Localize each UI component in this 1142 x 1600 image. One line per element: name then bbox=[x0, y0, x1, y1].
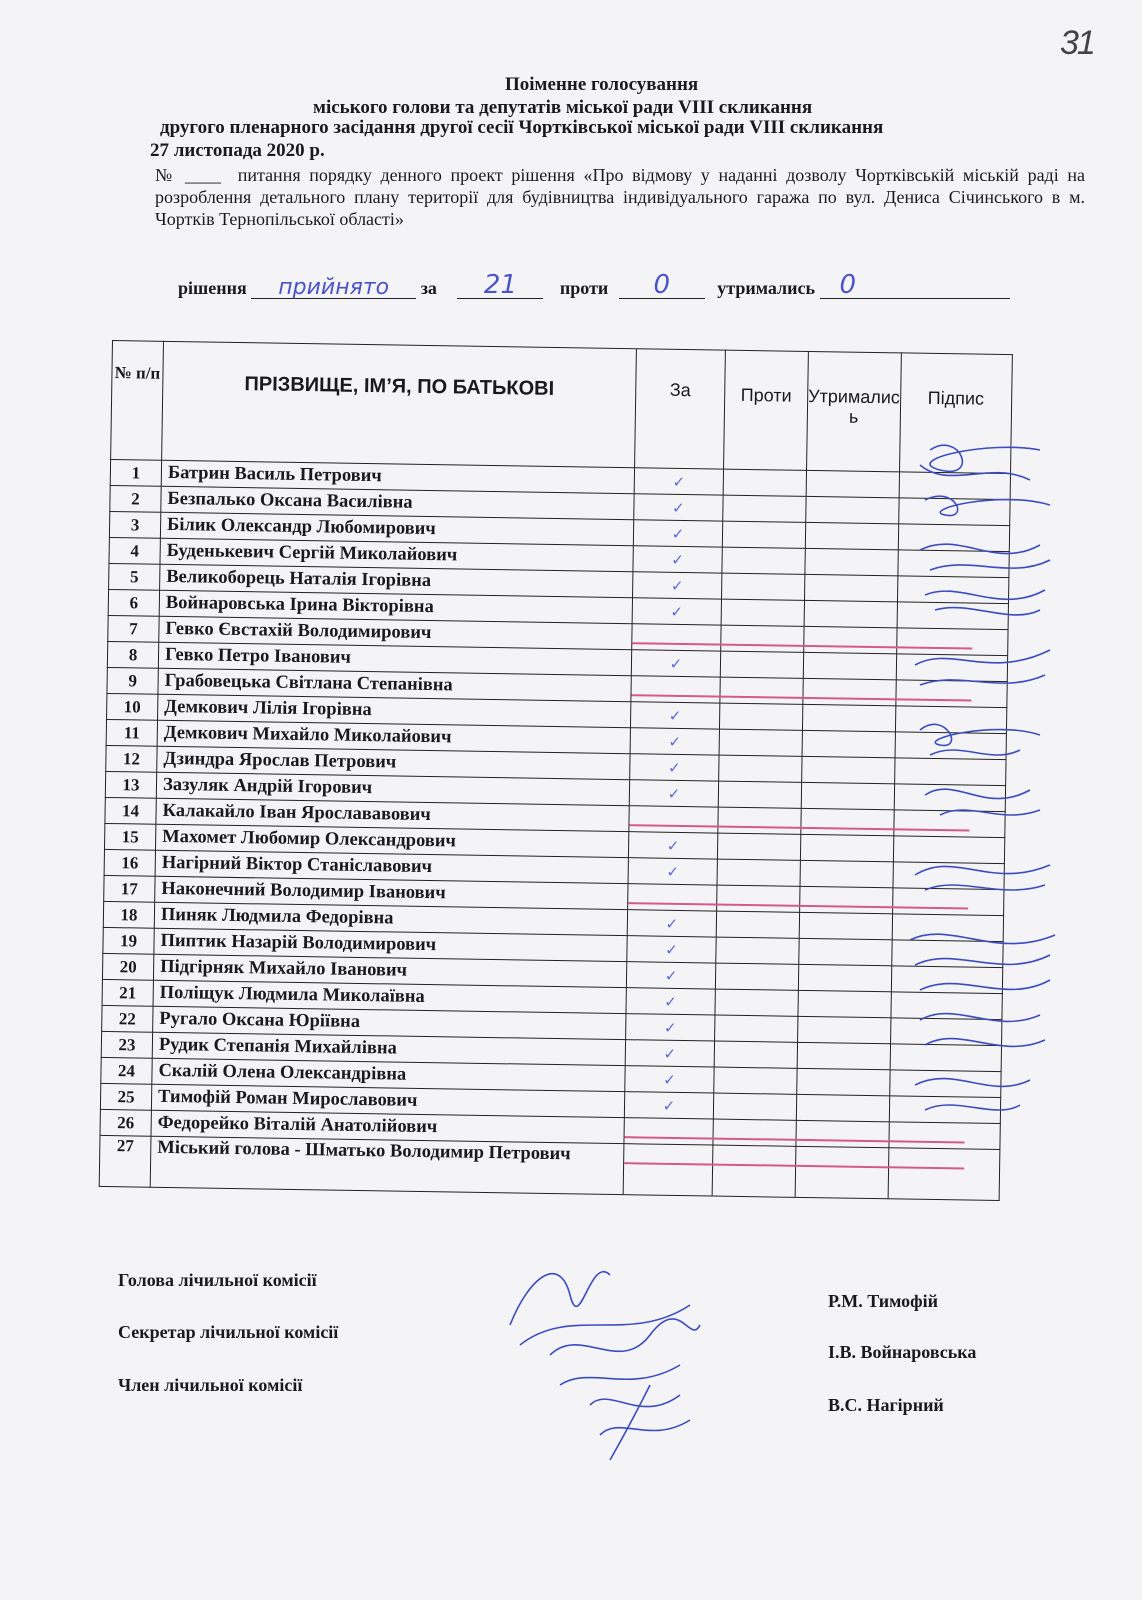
check-mark-icon: ✓ bbox=[664, 966, 678, 985]
row-number: 8 bbox=[107, 641, 158, 668]
check-mark-icon: ✓ bbox=[669, 654, 683, 673]
vote-for-cell bbox=[633, 546, 722, 573]
check-mark-icon: ✓ bbox=[667, 758, 681, 777]
against-label: проти bbox=[559, 278, 609, 298]
vote-abstained-cell bbox=[806, 496, 899, 523]
deputy-name: Скалій Олена Олександрівна bbox=[152, 1058, 625, 1091]
vote-against-cell bbox=[722, 573, 805, 600]
deputy-name: Рудик Степанія Михайлівна bbox=[152, 1032, 625, 1065]
abstained-label: утримались bbox=[717, 278, 815, 298]
vote-against-cell bbox=[717, 833, 800, 860]
vote-against-cell bbox=[717, 885, 800, 912]
vote-against-cell bbox=[717, 859, 800, 886]
for-count: 21 bbox=[483, 270, 517, 300]
vote-against-cell bbox=[718, 807, 801, 834]
vote-abstained-cell bbox=[805, 522, 898, 549]
vote-against-cell bbox=[716, 937, 799, 964]
table-header-row bbox=[111, 341, 1012, 474]
vote-table bbox=[99, 340, 1013, 1201]
commission-chair-role: Голова лічильної комісії bbox=[118, 1270, 317, 1290]
commission-signatures bbox=[490, 1235, 720, 1465]
row-number: 13 bbox=[105, 771, 156, 798]
vote-against-cell bbox=[720, 677, 803, 704]
commission-secretary-name: І.В. Войнаровська bbox=[828, 1342, 977, 1362]
deputy-name: Тимофій Роман Мирославович bbox=[151, 1084, 624, 1117]
vote-against-cell bbox=[722, 521, 805, 548]
vote-against-cell bbox=[723, 469, 806, 496]
vote-abstained-cell bbox=[804, 574, 897, 601]
row-number: 22 bbox=[102, 1005, 153, 1032]
row-number: 10 bbox=[107, 693, 158, 720]
row-number: 17 bbox=[104, 875, 155, 902]
vote-against-cell bbox=[714, 1041, 797, 1068]
row-number: 3 bbox=[109, 511, 160, 538]
vote-abstained-cell bbox=[804, 626, 897, 653]
header-num: № п/п bbox=[111, 341, 164, 461]
check-mark-icon: ✓ bbox=[672, 472, 686, 492]
page-number: 31 bbox=[1060, 24, 1094, 62]
row-number: 4 bbox=[109, 537, 160, 564]
check-mark-icon: ✓ bbox=[665, 940, 678, 959]
row-number: 14 bbox=[105, 797, 156, 824]
vote-against-cell bbox=[715, 1015, 798, 1042]
deputy-name: Ругало Оксана Юріївна bbox=[153, 1006, 626, 1039]
check-mark-icon: ✓ bbox=[665, 914, 679, 933]
check-mark-icon: ✓ bbox=[670, 602, 684, 622]
vote-abstained-cell bbox=[803, 652, 896, 679]
vote-abstained-cell bbox=[801, 808, 894, 835]
decision-label: рішення bbox=[178, 278, 247, 298]
vote-abstained-cell bbox=[804, 600, 897, 627]
deputy-name: Гевко Євстахій Володимирович bbox=[159, 616, 632, 649]
row-number: 15 bbox=[104, 823, 155, 850]
vote-for-cell bbox=[626, 962, 715, 989]
vote-against-cell bbox=[715, 989, 798, 1016]
deputy-name: Батрин Василь Петрович bbox=[161, 460, 634, 493]
vote-for-cell bbox=[627, 910, 716, 937]
question-number: № ____ bbox=[155, 165, 222, 185]
vote-against-cell bbox=[721, 625, 804, 652]
decision-summary bbox=[178, 270, 1058, 299]
vote-abstained-cell bbox=[802, 730, 895, 757]
vote-for-cell bbox=[633, 520, 722, 547]
row-number: 19 bbox=[103, 927, 154, 954]
check-mark-icon: ✓ bbox=[667, 784, 681, 803]
deputy-name: Гевко Петро Іванович bbox=[158, 642, 631, 675]
row-number: 23 bbox=[101, 1031, 152, 1058]
row-number: 5 bbox=[109, 563, 160, 590]
decision-value: прийнято bbox=[278, 275, 390, 300]
row-number: 12 bbox=[106, 745, 157, 772]
vote-for-cell bbox=[630, 754, 719, 781]
deputy-name: Поліщук Людмила Миколаївна bbox=[153, 980, 626, 1013]
deputy-name: Нагірний Віктор Станіславович bbox=[155, 850, 628, 883]
header-name: ПРІЗВИЩЕ, ІМ’Я, ПО БАТЬКОВІ bbox=[162, 341, 637, 467]
commission-secretary-role: Секретар лічильної комісії bbox=[118, 1322, 339, 1342]
vote-against-cell bbox=[713, 1119, 796, 1146]
deputy-name: Махомет Любомир Олександрович bbox=[155, 824, 628, 857]
vote-abstained-cell bbox=[799, 938, 892, 965]
against-count: 0 bbox=[653, 270, 671, 300]
session-date: 27 листопада 2020 р. bbox=[150, 140, 325, 161]
header-against: Проти bbox=[724, 350, 809, 470]
question-text: питання порядку денного проект рішення «Про відмову у наданні дозволу Чортківській міській раді на розроблення детального плану території для будівництва індивідуального гаража по вул. Дениса Січинського в м. Чортків Тернопільської області» bbox=[155, 165, 1086, 229]
check-mark-icon: ✓ bbox=[666, 836, 680, 855]
vote-for-cell bbox=[624, 1118, 713, 1145]
vote-for-cell bbox=[634, 468, 723, 495]
commission-member-name: В.С. Нагірний bbox=[828, 1395, 944, 1415]
doc-subtitle: міського голови та депутатів міської ради VIII скликання bbox=[313, 97, 813, 118]
vote-for-cell bbox=[631, 676, 720, 703]
vote-abstained-cell bbox=[798, 990, 891, 1017]
for-label: за bbox=[420, 278, 437, 298]
check-mark-icon: ✓ bbox=[663, 1018, 677, 1037]
row-number: 9 bbox=[107, 667, 158, 694]
agenda-question bbox=[155, 164, 1085, 230]
vote-against-cell bbox=[722, 547, 805, 574]
vote-abstained-cell bbox=[798, 1016, 891, 1043]
vote-abstained-cell bbox=[799, 912, 892, 939]
vote-abstained-cell bbox=[803, 678, 896, 705]
row-number: 1 bbox=[110, 459, 161, 486]
row-number: 20 bbox=[102, 953, 153, 980]
vote-for-cell bbox=[634, 494, 723, 521]
check-mark-icon: ✓ bbox=[671, 498, 685, 518]
vote-against-cell bbox=[723, 495, 806, 522]
deputy-name: Пиняк Людмила Федорівна bbox=[154, 902, 627, 935]
check-mark-icon: ✓ bbox=[664, 992, 678, 1011]
vote-for-cell bbox=[626, 1014, 715, 1041]
vote-abstained-cell bbox=[797, 1042, 890, 1069]
vote-abstained-cell bbox=[798, 964, 891, 991]
deputy-name: Безпалько Оксана Василівна bbox=[161, 486, 634, 519]
vote-for-cell bbox=[632, 624, 721, 651]
vote-against-cell bbox=[716, 911, 799, 938]
deputy-name: Демкович Михайло Миколайович bbox=[157, 720, 630, 753]
check-mark-icon: ✓ bbox=[662, 1096, 676, 1115]
vote-for-cell bbox=[628, 832, 717, 859]
abstained-count: 0 bbox=[839, 270, 857, 300]
signature-scribbles bbox=[900, 420, 1070, 1160]
vote-for-cell bbox=[630, 728, 719, 755]
vote-for-cell bbox=[629, 806, 718, 833]
check-mark-icon: ✓ bbox=[663, 1044, 677, 1063]
vote-abstained-cell bbox=[800, 886, 893, 913]
deputy-name: Грабовецька Світлана Степанівна bbox=[158, 668, 631, 701]
header-for: За bbox=[635, 349, 726, 469]
session-line: другого пленарного засідання другої сесії Чортківської міської ради VIII скликання bbox=[160, 117, 884, 138]
vote-against-cell bbox=[719, 703, 802, 730]
deputy-name: Зазуляк Андрій Ігорович bbox=[156, 772, 629, 805]
check-mark-icon: ✓ bbox=[671, 550, 685, 570]
row-number: 27 bbox=[99, 1135, 151, 1187]
row-number: 16 bbox=[104, 849, 155, 876]
vote-against-cell bbox=[721, 599, 804, 626]
check-mark-icon: ✓ bbox=[670, 576, 684, 596]
vote-abstained-cell bbox=[796, 1120, 889, 1147]
check-mark-icon: ✓ bbox=[666, 862, 680, 881]
deputy-name: Калакайло Іван Ярослававович bbox=[156, 798, 629, 831]
vote-against-cell bbox=[713, 1093, 796, 1120]
vote-for-cell bbox=[628, 884, 717, 911]
check-mark-icon: ✓ bbox=[663, 1070, 676, 1089]
vote-for-cell bbox=[630, 702, 719, 729]
header-signature: Підпис bbox=[899, 353, 1012, 474]
commission-member-role: Член лічильної комісії bbox=[118, 1375, 303, 1395]
row-number: 21 bbox=[102, 979, 153, 1006]
deputy-name: Федорейко Віталій Анатолійович bbox=[151, 1110, 624, 1143]
doc-title: Поіменне голосування bbox=[505, 74, 699, 95]
vote-for-cell bbox=[625, 1066, 714, 1093]
row-number: 26 bbox=[100, 1109, 151, 1136]
vote-abstained-cell bbox=[800, 860, 893, 887]
commission-chair-name: Р.М. Тимофій bbox=[828, 1291, 939, 1311]
vote-abstained-cell bbox=[795, 1146, 888, 1198]
vote-for-cell bbox=[628, 858, 717, 885]
vote-against-cell bbox=[714, 1067, 797, 1094]
row-number: 2 bbox=[110, 485, 161, 512]
vote-for-cell bbox=[626, 988, 715, 1015]
vote-for-cell bbox=[624, 1092, 713, 1119]
vote-abstained-cell bbox=[800, 834, 893, 861]
vote-against-cell bbox=[719, 755, 802, 782]
deputy-name: Білик Олександр Любомирович bbox=[160, 512, 633, 545]
vote-abstained-cell bbox=[806, 470, 899, 497]
row-number: 11 bbox=[106, 719, 157, 746]
vote-for-cell bbox=[629, 780, 718, 807]
vote-against-cell bbox=[718, 781, 801, 808]
row-number: 6 bbox=[108, 589, 159, 616]
vote-against-cell bbox=[720, 651, 803, 678]
vote-for-cell bbox=[633, 572, 722, 599]
vote-against-cell bbox=[712, 1145, 796, 1197]
vote-abstained-cell bbox=[801, 782, 894, 809]
vote-for-cell bbox=[631, 650, 720, 677]
vote-abstained-cell bbox=[805, 548, 898, 575]
vote-for-cell bbox=[623, 1144, 713, 1196]
vote-abstained-cell bbox=[797, 1068, 890, 1095]
deputy-name: Буденькевич Сергій Миколайович bbox=[160, 538, 633, 571]
row-number: 25 bbox=[100, 1083, 151, 1110]
deputy-name: Пиптик Назарій Володимирович bbox=[154, 928, 627, 961]
deputy-name: Підгірняк Михайло Іванович bbox=[153, 954, 626, 987]
vote-against-cell bbox=[715, 963, 798, 990]
deputy-name: Наконечний Володимир Іванович bbox=[155, 876, 628, 909]
check-mark-icon: ✓ bbox=[668, 706, 682, 725]
check-mark-icon: ✓ bbox=[671, 524, 685, 544]
vote-for-cell bbox=[632, 598, 721, 625]
row-number: 24 bbox=[101, 1057, 152, 1084]
vote-abstained-cell bbox=[802, 756, 895, 783]
deputy-name: Демкович Лілія Ігорівна bbox=[158, 694, 631, 727]
row-number: 18 bbox=[103, 901, 154, 928]
deputy-name: Великоборець Наталія Ігорівна bbox=[160, 564, 633, 597]
header-abstained: Утрималис ь bbox=[807, 351, 902, 471]
row-number: 7 bbox=[108, 615, 159, 642]
vote-against-cell bbox=[719, 729, 802, 756]
deputy-name: Дзиндра Ярослав Петрович bbox=[157, 746, 630, 779]
vote-abstained-cell bbox=[802, 704, 895, 731]
deputy-name: Войнаровська Ірина Вікторівна bbox=[159, 590, 632, 623]
vote-for-cell bbox=[625, 1040, 714, 1067]
vote-abstained-cell bbox=[796, 1094, 889, 1121]
deputy-name: Міський голова - Шматько Володимир Петрович bbox=[150, 1136, 624, 1194]
vote-for-cell bbox=[627, 936, 716, 963]
check-mark-icon: ✓ bbox=[668, 732, 682, 751]
